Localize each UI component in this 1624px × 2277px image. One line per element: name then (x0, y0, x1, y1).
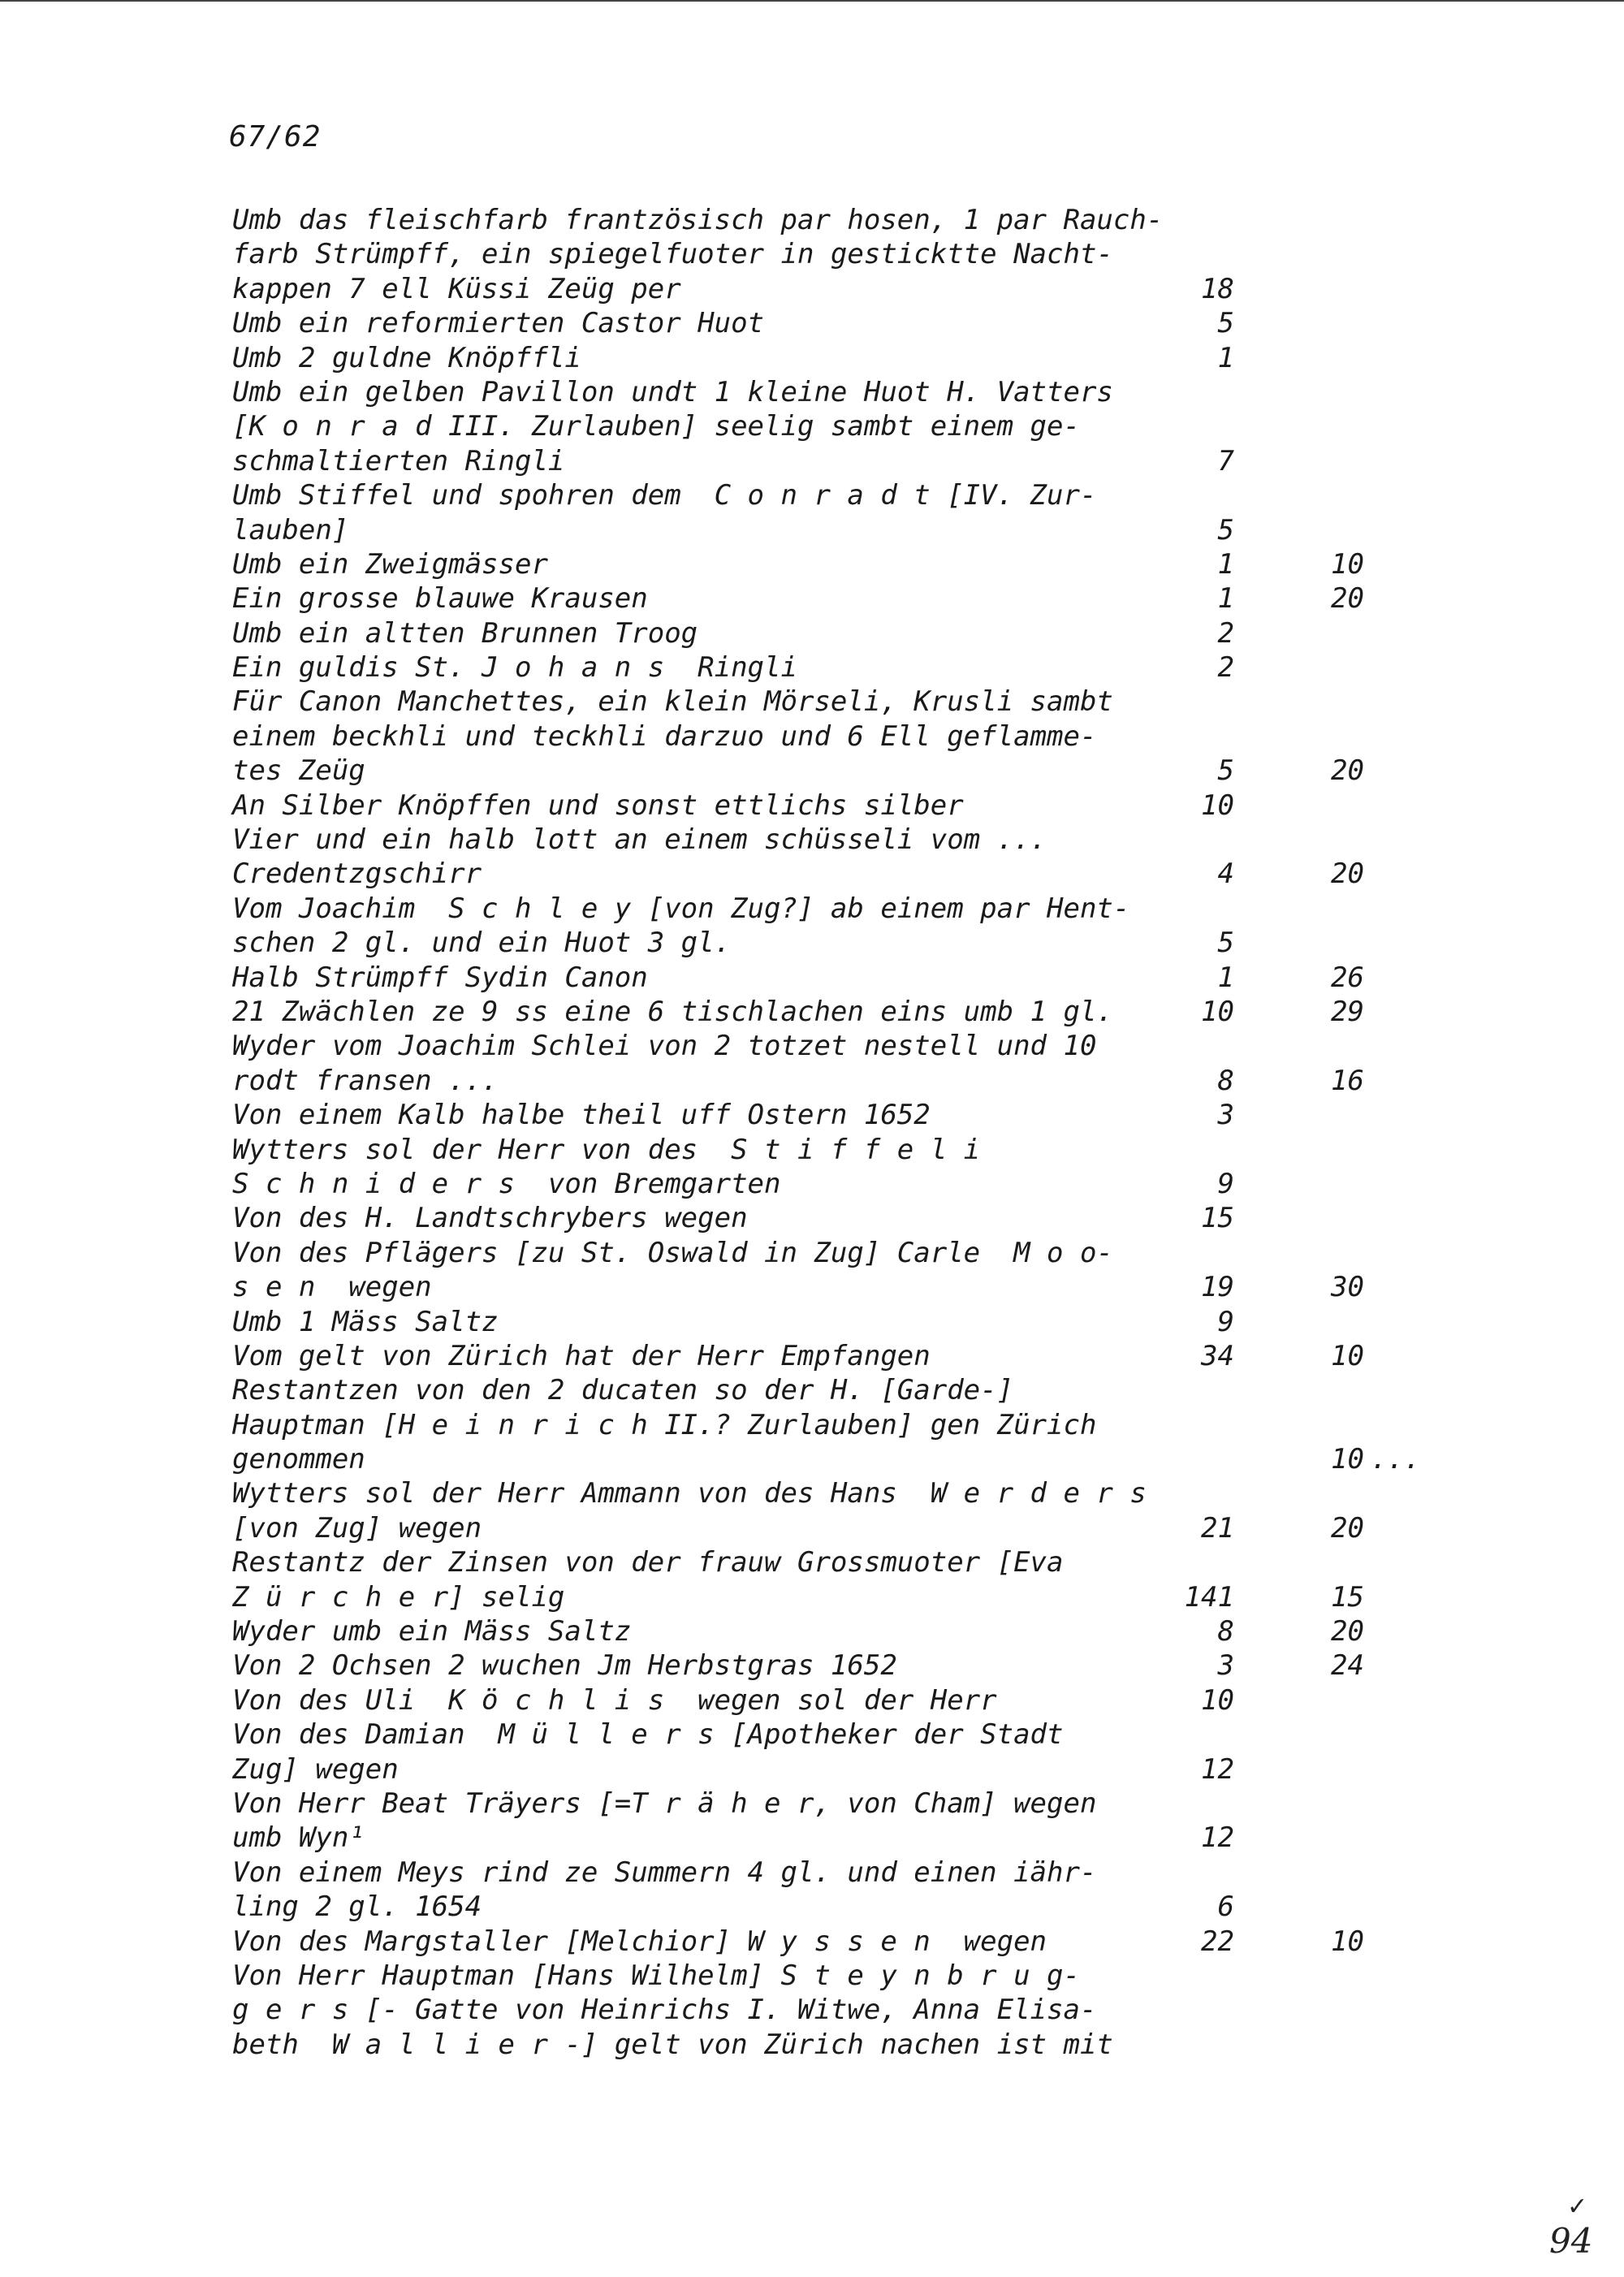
entry-text: Umb ein reformierten Castor Huot (232, 307, 765, 340)
ledger-row (0, 892, 1624, 926)
ledger-row (0, 1959, 1624, 1993)
ledger-row (0, 1545, 1624, 1579)
ledger-row (0, 719, 1624, 754)
amount-gulden: 1 (1217, 341, 1234, 374)
entry-text: Vom gelt von Zürich hat der Herr Empfangen (232, 1339, 931, 1372)
amount-gulden: 34 (1201, 1339, 1234, 1372)
amount-schilling: 26 (1331, 961, 1364, 994)
ledger-row (0, 1683, 1624, 1717)
amount-schilling: 10 (1331, 1339, 1364, 1372)
amount-schilling: 20 (1331, 858, 1364, 891)
entry-text: Umb Stiffel und spohren dem C o n r a d t [IV. Zur- (232, 479, 1097, 512)
amount-gulden: 5 (1217, 927, 1234, 960)
ledger-row (0, 1133, 1624, 1167)
amount-gulden: 5 (1217, 513, 1234, 547)
ledger-row (0, 789, 1624, 823)
amount-schilling: 24 (1331, 1649, 1364, 1683)
amount-gulden: 9 (1217, 1305, 1234, 1338)
entry-text: tes Zeüg (232, 754, 365, 788)
page-number: 67/62 (229, 120, 322, 153)
ledger-row (0, 754, 1624, 788)
amount-gulden: 2 (1217, 651, 1234, 685)
ledger-row (0, 375, 1624, 409)
amount-gulden: 22 (1201, 1925, 1234, 1958)
ledger-row (0, 1925, 1624, 1959)
ledger-row (0, 1787, 1624, 1821)
entry-text: einem beckhli und teckhli darzuo und 6 Ell geflamme- (232, 719, 1097, 753)
ledger-row (0, 1270, 1624, 1304)
entry-text: Vom Joachim S c h l e y [von Zug?] ab einem par Hent- (232, 892, 1130, 925)
entry-text: Von einem Kalb halbe theil uff Ostern 1652 (232, 1099, 931, 1132)
ledger-row (0, 1511, 1624, 1545)
entry-text: Für Canon Manchettes, ein klein Mörseli, Krusli sambt (232, 685, 1113, 719)
amount-schilling: 10 (1331, 547, 1364, 581)
amount-gulden: 18 (1201, 272, 1234, 305)
amount-gulden: 2 (1217, 616, 1234, 650)
entry-text: Wytters sol der Herr von des S t i f f e l i (232, 1133, 981, 1166)
amount-gulden: 1 (1217, 547, 1234, 581)
amount-gulden: 8 (1217, 1615, 1234, 1648)
ledger-row (0, 203, 1624, 237)
ledger-row (0, 237, 1624, 271)
ledger-row (0, 1752, 1624, 1787)
amount-gulden: 10 (1201, 1683, 1234, 1717)
amount-gulden: 5 (1217, 754, 1234, 788)
ledger-row (0, 409, 1624, 443)
ledger-row (0, 1098, 1624, 1132)
ledger-row (0, 1476, 1624, 1510)
amount-gulden: 12 (1201, 1821, 1234, 1855)
ledger-row (0, 1614, 1624, 1648)
entry-text: schmaltierten Ringli (232, 444, 565, 477)
ledger-row (0, 1201, 1624, 1235)
ledger-row (0, 1305, 1624, 1339)
entry-text: Wyder vom Joachim Schlei von 2 totzet nestell und 10 (232, 1030, 1097, 1063)
entry-text: kappen 7 ell Küssi Zeüg per (232, 272, 681, 305)
amount-schilling: 20 (1331, 754, 1364, 788)
ledger-row (0, 1064, 1624, 1098)
entry-text: umb Wyn¹ (232, 1821, 365, 1855)
entry-text: Umb ein altten Brunnen Troog (232, 616, 698, 650)
ledger-row (0, 961, 1624, 995)
amount-gulden: 3 (1217, 1099, 1234, 1132)
amount-gulden: 9 (1217, 1167, 1234, 1200)
ledger-row (0, 478, 1624, 512)
amount-schilling: 20 (1331, 1615, 1364, 1648)
entry-text: Restantz der Zinsen von der frauw Grossmuoter [Eva (232, 1546, 1064, 1579)
entry-text: genommen (232, 1443, 365, 1476)
ledger-row (0, 1339, 1624, 1373)
entry-text: Umb das fleischfarb frantzösisch par hosen, 1 par Rauch- (232, 204, 1164, 236)
ledger-entries (0, 203, 1624, 2062)
amount-schilling: 20 (1331, 582, 1364, 616)
ledger-row (0, 272, 1624, 306)
ledger-row (0, 1821, 1624, 1855)
ledger-row (0, 547, 1624, 581)
entry-text: [K o n r a d III. Zurlauben] seelig sambt einem ge- (232, 410, 1080, 443)
ledger-row (0, 1167, 1624, 1201)
entry-text: Halb Strümpff Sydin Canon (232, 961, 648, 994)
entry-text: Von einem Meys rind ze Summern 4 gl. und einen iähr- (232, 1856, 1097, 1889)
entry-text: Umb 2 guldne Knöpffli (232, 341, 581, 374)
ledger-row (0, 1580, 1624, 1614)
entry-text: Hauptman [H e i n r i c h II.? Zurlauben] gen Zürich (232, 1408, 1097, 1441)
amount-gulden: 6 (1217, 1890, 1234, 1924)
ledger-row (0, 1029, 1624, 1063)
ledger-row (0, 1717, 1624, 1752)
ledger-row (0, 616, 1624, 650)
amount-schilling: 30 (1331, 1271, 1364, 1304)
entry-text: An Silber Knöpffen und sonst ettlichs silber (232, 789, 964, 822)
entry-text: 21 Zwächlen ze 9 ss eine 6 tischlachen eins umb 1 gl. (232, 995, 1113, 1028)
entry-text: schen 2 gl. und ein Huot 3 gl. (232, 927, 732, 960)
entry-text: Umb ein Zweigmässer (232, 547, 548, 581)
amount-gulden: 12 (1201, 1752, 1234, 1786)
ledger-row (0, 857, 1624, 891)
entry-text: Von des Margstaller [Melchior] W y s s e n wegen (232, 1925, 1047, 1958)
entry-text: Zug] wegen (232, 1752, 399, 1786)
ledger-row (0, 1408, 1624, 1442)
ledger-row (0, 926, 1624, 960)
entry-text: S c h n i d e r s von Bremgarten (232, 1167, 781, 1200)
amount-gulden: 7 (1217, 444, 1234, 477)
amount-gulden: 10 (1201, 995, 1234, 1028)
amount-gulden: 141 (1184, 1580, 1234, 1614)
entry-text: g e r s [- Gatte von Heinrichs I. Witwe, Anna Elisa- (232, 1994, 1097, 2027)
ledger-row (0, 1993, 1624, 2027)
amount-gulden: 1 (1217, 582, 1234, 616)
amount-schilling: 20 (1331, 1511, 1364, 1545)
entry-text: Credentzgschirr (232, 858, 482, 891)
entry-text: rodt fransen ... (232, 1064, 499, 1097)
entry-text: Von des H. Landtschrybers wegen (232, 1202, 748, 1235)
entry-text: Z ü r c h e r] selig (232, 1580, 565, 1614)
entry-text: Von des Damian M ü l l e r s [Apotheker der Stadt (232, 1718, 1064, 1752)
entry-text: [von Zug] wegen (232, 1511, 482, 1545)
entry-text: Von 2 Ochsen 2 wuchen Jm Herbstgras 1652 (232, 1649, 897, 1683)
ledger-row (0, 1442, 1624, 1476)
amount-schilling: 10 (1331, 1925, 1364, 1958)
handwritten-folio-number: 94 (1549, 2221, 1593, 2261)
entry-text: Umb 1 Mäss Saltz (232, 1305, 499, 1338)
amount-schilling: 10 (1331, 1443, 1364, 1476)
amount-gulden: 21 (1201, 1511, 1234, 1545)
ledger-row (0, 1373, 1624, 1407)
entry-text: Von Herr Hauptman [Hans Wilhelm] S t e y n b r u g- (232, 1959, 1080, 1992)
amount-gulden: 15 (1201, 1202, 1234, 1235)
amount-gulden: 5 (1217, 307, 1234, 340)
amount-gulden: 4 (1217, 858, 1234, 891)
amount-gulden: 19 (1201, 1271, 1234, 1304)
entry-text: ling 2 gl. 1654 (232, 1890, 482, 1924)
ledger-row (0, 513, 1624, 547)
ledger-row (0, 1648, 1624, 1683)
ledger-row (0, 1856, 1624, 1890)
entry-text: Von des Uli K ö c h l i s wegen sol der Herr (232, 1683, 997, 1717)
ledger-row (0, 444, 1624, 478)
amount-gulden: 3 (1217, 1649, 1234, 1683)
entry-text: Vier und ein halb lott an einem schüsseli vom ... (232, 823, 1047, 857)
amount-schilling: 16 (1331, 1064, 1364, 1097)
entry-text: Restantzen von den 2 ducaten so der H. [Garde-] (232, 1374, 1014, 1407)
entry-text: beth W a l l i e r -] gelt von Zürich nachen ist mit (232, 2028, 1113, 2061)
amount-schilling: 15 (1331, 1580, 1364, 1614)
amount-gulden: 10 (1201, 789, 1234, 822)
ledger-row (0, 2028, 1624, 2062)
amount-gulden: 8 (1217, 1064, 1234, 1097)
amount-ellipsis: ... (1371, 1443, 1421, 1476)
ledger-row (0, 995, 1624, 1029)
ledger-row (0, 581, 1624, 616)
entry-text: s e n wegen (232, 1271, 432, 1304)
entry-text: Wytters sol der Herr Ammann von des Hans W e r d e r s (232, 1477, 1147, 1510)
ledger-row (0, 1236, 1624, 1270)
entry-text: Ein grosse blauwe Krausen (232, 582, 648, 616)
page-top-edge (0, 0, 1624, 2)
amount-schilling: 29 (1331, 995, 1364, 1028)
ledger-row (0, 306, 1624, 340)
ledger-row (0, 1890, 1624, 1924)
entry-text: farb Strümpff, ein spiegelfuoter in gesticktte Nacht- (232, 238, 1113, 271)
entry-text: Von des Pflägers [zu St. Oswald in Zug] Carle M o o- (232, 1236, 1113, 1269)
entry-text: lauben] (232, 513, 349, 547)
entry-text: Umb ein gelben Pavillon undt 1 kleine Huot H. Vatters (232, 375, 1113, 408)
entry-text: Ein guldis St. J o h a n s Ringli (232, 651, 797, 685)
ledger-row (0, 650, 1624, 685)
entry-text: Wyder umb ein Mäss Saltz (232, 1615, 632, 1648)
check-mark: ✓ (1567, 2193, 1588, 2221)
ledger-row (0, 823, 1624, 857)
ledger-row (0, 685, 1624, 719)
entry-text: Von Herr Beat Träyers [=T r ä h e r, von Cham] wegen (232, 1787, 1097, 1820)
amount-gulden: 1 (1217, 961, 1234, 994)
ledger-row (0, 341, 1624, 375)
